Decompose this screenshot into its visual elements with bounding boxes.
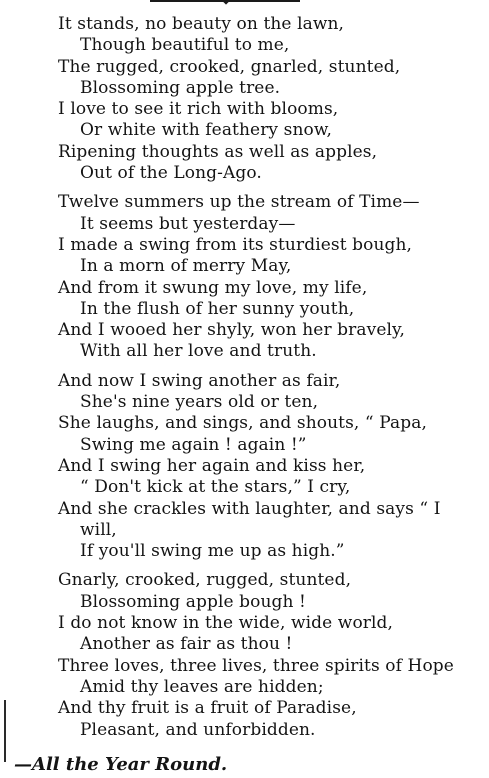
poem-line: If you'll swing me up as high.” — [80, 541, 345, 562]
poem-line: She's nine years old or ten, — [80, 392, 319, 413]
poem-line: In the flush of her sunny youth, — [80, 298, 355, 319]
poem-line: Ripening thoughts as well as apples, — [58, 141, 378, 162]
poem-line: Blossoming apple tree. — [80, 77, 281, 98]
poem-line: Gnarly, crooked, rugged, stunted, — [58, 570, 352, 591]
poem-line: Pleasant, and unforbidden. — [80, 719, 316, 740]
attribution: —All the Year Round. — [14, 754, 228, 775]
poem-line: “ Don't kick at the stars,” I cry, — [80, 477, 351, 498]
poem-line: And now I swing another as fair, — [58, 370, 341, 391]
poem-line: And I swing her again and kiss her, — [58, 455, 366, 476]
poem-line: Swing me again ! again !” — [80, 434, 307, 455]
poem-line: And she crackles with laughter, and says “ I — [58, 498, 441, 519]
poem-line: It stands, no beauty on the lawn, — [58, 14, 345, 34]
poem-line: It seems but yesterday— — [80, 213, 296, 234]
stanza — [58, 371, 488, 563]
stanza — [58, 570, 488, 740]
poem-line: Twelve summers up the stream of Time— — [58, 192, 420, 213]
ornament-icon — [220, 0, 231, 5]
stanza — [58, 14, 488, 184]
stanza — [58, 192, 488, 362]
poem-line: And from it swung my love, my life, — [58, 277, 368, 298]
poem-line: will, — [80, 519, 117, 540]
poem-line: Or white with feathery snow, — [80, 120, 332, 141]
poem-line: I love to see it rich with blooms, — [58, 99, 339, 120]
poem-line: I made a swing from its sturdiest bough, — [58, 234, 413, 255]
poem-line: Another as fair as thou ! — [80, 634, 293, 655]
poem-line: And I wooed her shyly, won her bravely, — [58, 320, 405, 341]
poem-body — [58, 14, 488, 749]
poem-line: Amid thy leaves are hidden; — [80, 676, 324, 697]
poem-line: With all her love and truth. — [80, 341, 317, 362]
poem-line: In a morn of merry May, — [80, 256, 292, 277]
poem-line: Three loves, three lives, three spirits of Hope — [58, 655, 454, 676]
poem-line: I do not know in the wide, wide world, — [58, 613, 394, 634]
poem-line: And thy fruit is a fruit of Paradise, — [58, 698, 357, 719]
column-edge-rule — [4, 700, 6, 762]
poem-line: Blossoming apple bough ! — [80, 591, 306, 612]
poem-line: Out of the Long-Ago. — [80, 163, 262, 184]
poem-line: Though beautiful to me, — [80, 35, 290, 56]
poem-line: The rugged, crooked, gnarled, stunted, — [58, 56, 401, 77]
poem-line: She laughs, and sings, and shouts, “ Papa, — [58, 413, 427, 434]
